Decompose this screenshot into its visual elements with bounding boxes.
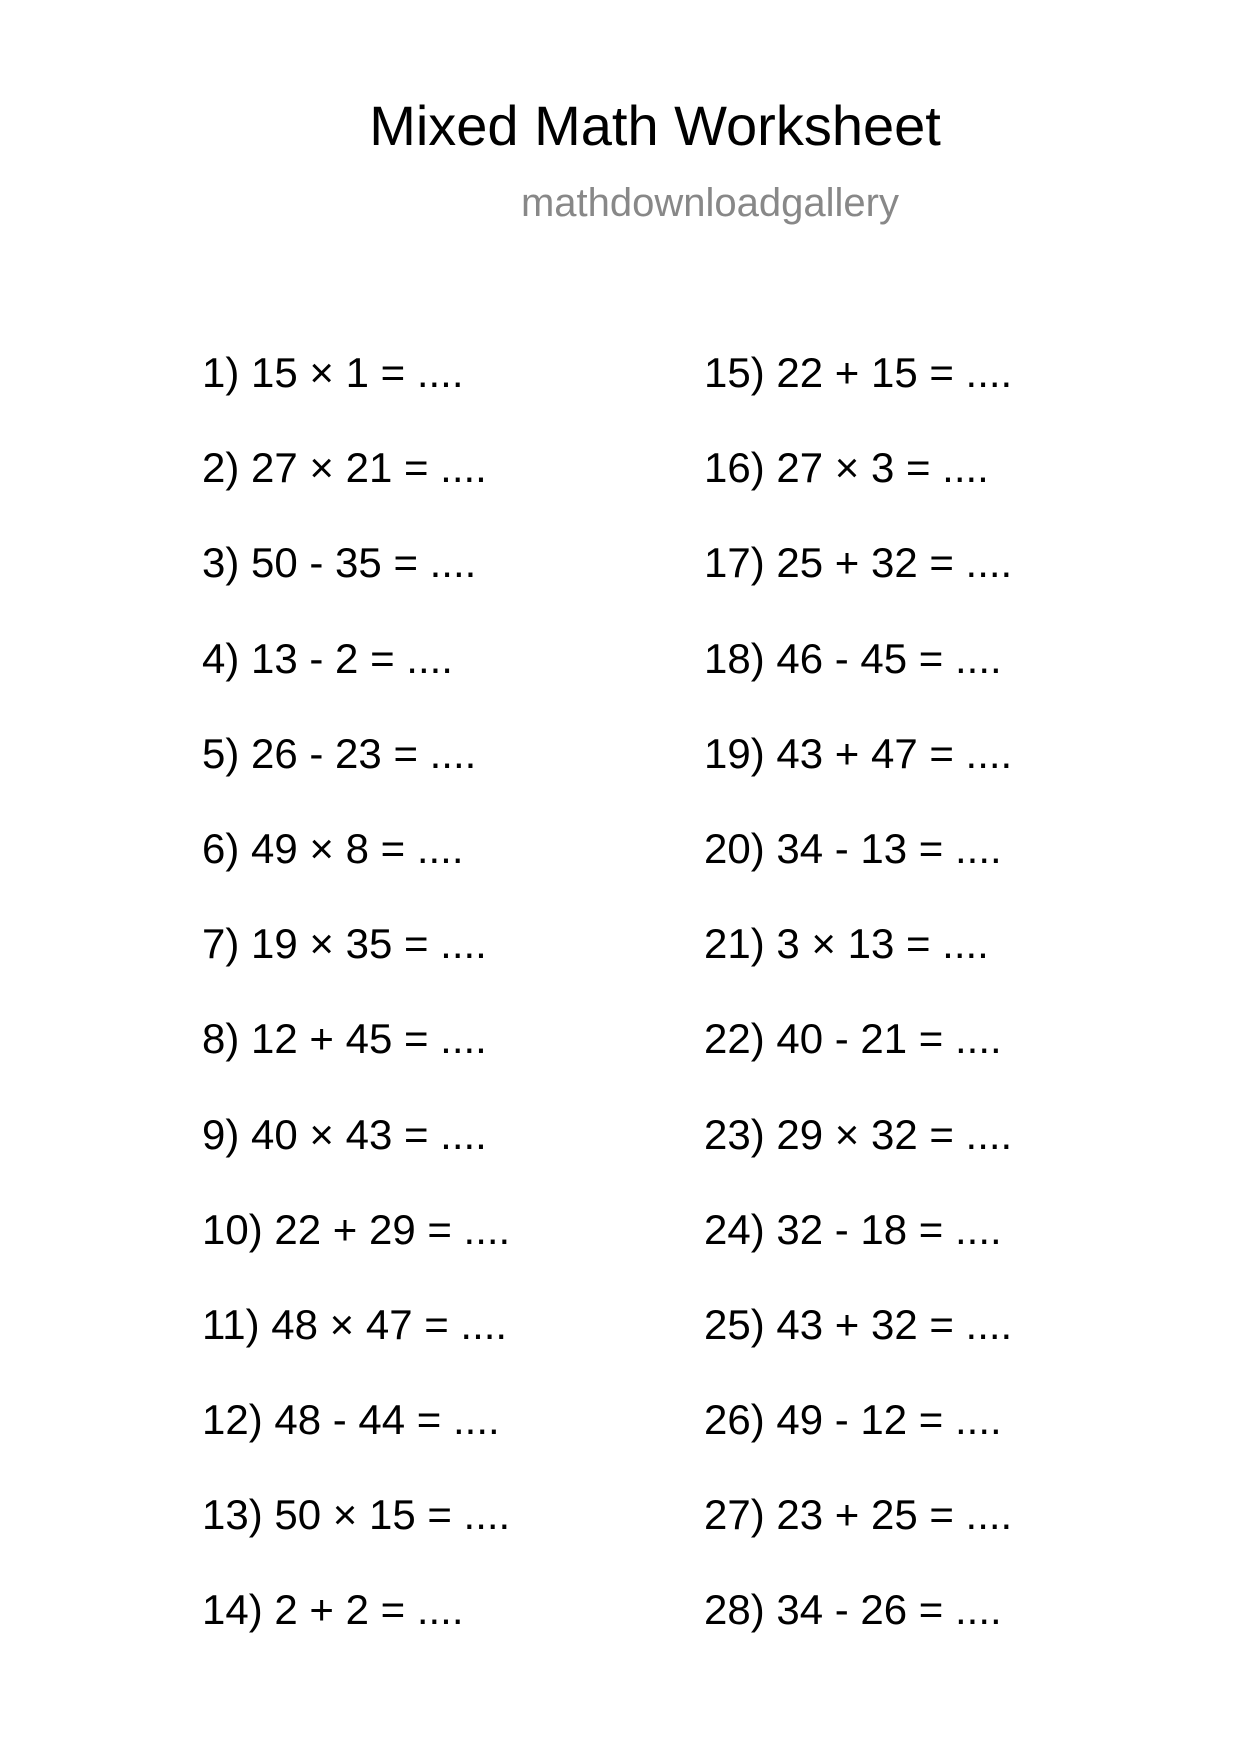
worksheet-source: mathdownloadgallery — [520, 181, 899, 225]
problem-item: 25) 43 + 32 = .... — [704, 1300, 1013, 1348]
problem-item: 10) 22 + 29 = .... — [202, 1205, 511, 1253]
problem-item: 9) 40 × 43 = .... — [202, 1110, 487, 1158]
problem-item: 16) 27 × 3 = .... — [704, 444, 989, 492]
problem-item: 8) 12 + 45 = .... — [202, 1015, 487, 1063]
problem-list-right — [704, 349, 1013, 1685]
problem-item: 19) 43 + 47 = .... — [704, 729, 1013, 777]
problem-item: 17) 25 + 32 = .... — [704, 539, 1013, 587]
problem-item: 27) 23 + 25 = .... — [704, 1491, 1013, 1539]
problem-item: 4) 13 - 2 = .... — [202, 634, 453, 682]
problem-item: 18) 46 - 45 = .... — [704, 634, 1002, 682]
problem-item: 28) 34 - 26 = .... — [704, 1586, 1002, 1634]
problem-item: 11) 48 × 47 = .... — [202, 1300, 508, 1348]
problem-item: 14) 2 + 2 = .... — [202, 1586, 464, 1634]
problem-item: 1) 15 × 1 = .... — [202, 349, 464, 396]
problem-item: 13) 50 × 15 = .... — [202, 1491, 511, 1539]
problem-item: 12) 48 - 44 = .... — [202, 1396, 500, 1444]
problem-list-left — [202, 349, 511, 1685]
problem-item: 7) 19 × 35 = .... — [202, 920, 487, 968]
problem-item: 2) 27 × 21 = .... — [202, 444, 487, 492]
problem-item: 5) 26 - 23 = .... — [202, 729, 477, 777]
problem-item: 22) 40 - 21 = .... — [704, 1015, 1002, 1063]
problem-item: 3) 50 - 35 = .... — [202, 539, 477, 587]
problem-item: 24) 32 - 18 = .... — [704, 1205, 1002, 1253]
problem-item: 23) 29 × 32 = .... — [704, 1110, 1013, 1158]
problem-item: 26) 49 - 12 = .... — [704, 1396, 1002, 1444]
problem-item: 6) 49 × 8 = .... — [202, 824, 464, 872]
worksheet-title: Mixed Math Worksheet — [369, 94, 941, 157]
problem-item: 15) 22 + 15 = .... — [704, 349, 1013, 396]
problem-item: 20) 34 - 13 = .... — [704, 824, 1002, 872]
problem-item: 21) 3 × 13 = .... — [704, 920, 989, 968]
